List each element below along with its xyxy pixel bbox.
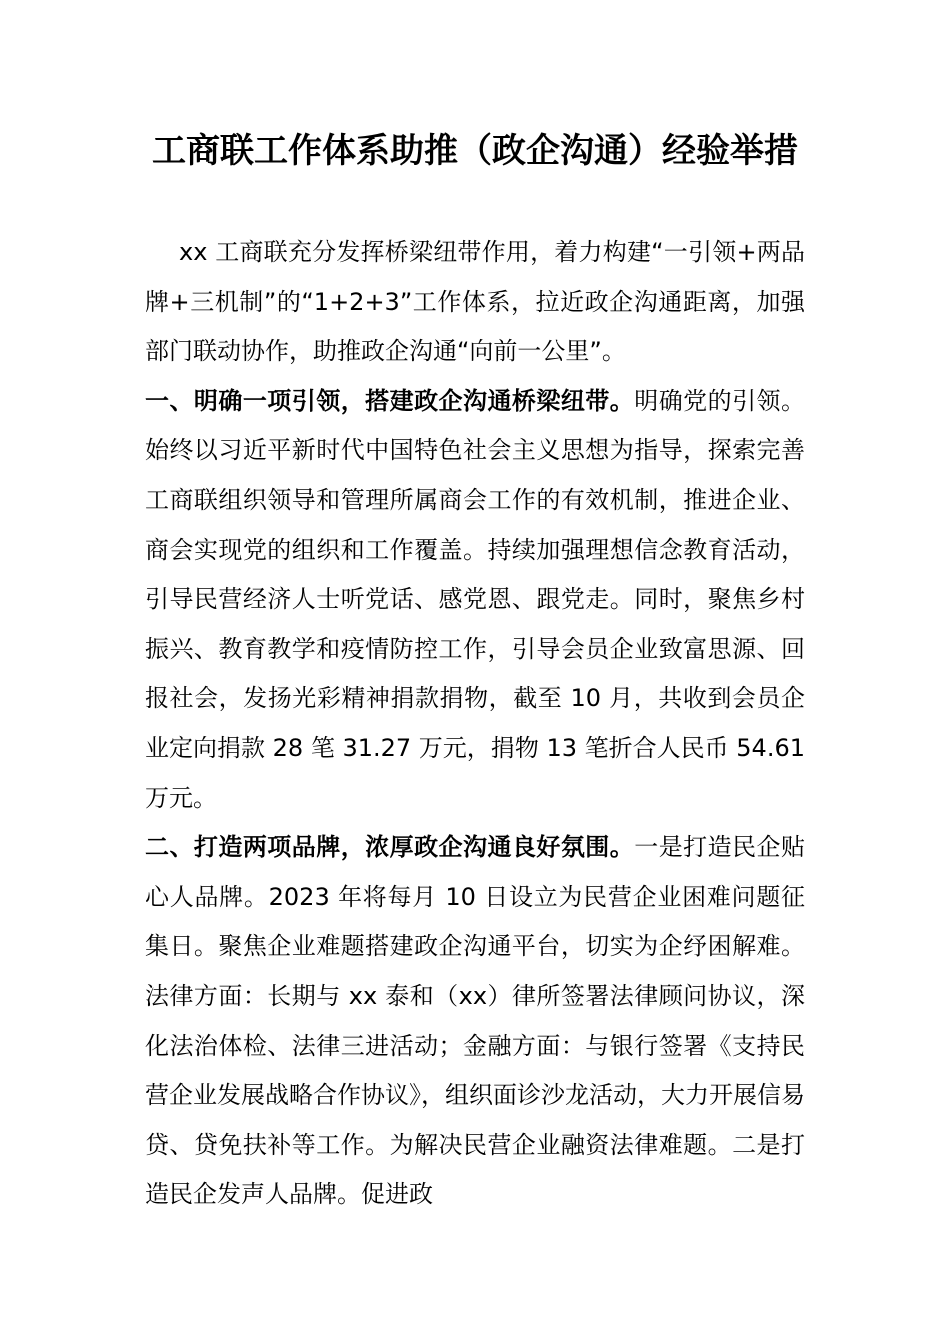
section-1-text: 明确党的引领。始终以习近平新时代中国特色社会主义思想为指导，探索完善工商联组织领导和管理所属商会工作的有效机制，推进企业、商会实现党的组织和工作覆盖。持续加强理想信念教育活动，引导民营经济人士听党话、感党恩、跟党走。同时，聚焦乡村振兴、教育教学和疫情防控工作，引导会员企业致富思源、回报社会，发扬光彩精神捐款捐物，截至 10 月，共收到会员企业定向捐款 28 笔 31.27 万元，捐物 13 笔折合人民币 54.61 万元。 xyxy=(145,386,806,812)
document-title: 工商联工作体系助推（政企沟通）经验举措 xyxy=(152,131,798,171)
section-1-paragraph xyxy=(145,377,805,823)
section-2-heading: 二、打造两项品牌，浓厚政企沟通良好氛围。 xyxy=(145,833,635,862)
document-body xyxy=(145,228,805,1220)
section-2-text: 一是打造民企贴心人品牌。2023 年将每月 10 日设立为民营企业困难问题征集日。聚焦企业难题搭建政企沟通平台，切实为企纾困解难。法律方面：长期与 xx 泰和（xx）律所签署法律顾问协议，深化法治体检、法律三进活动；金融方面：与银行签署《支持民营企业发展战略合作协议》，组织面诊沙龙活动，大力开展信易贷、贷免扶补等工作。为解决民营企业融资法律难题。二是打造民企发声人品牌。促进政 xyxy=(145,833,806,1209)
section-2-paragraph xyxy=(145,823,805,1220)
intro-paragraph: xx 工商联充分发挥桥梁纽带作用，着力构建“一引领+两品牌+三机制”的“1+2+3”工作体系，拉近政企沟通距离，加强部门联动协作，助推政企沟通“向前一公里”。 xyxy=(145,238,805,366)
section-1-heading: 一、明确一项引领，搭建政企沟通桥梁纽带。 xyxy=(145,386,635,415)
